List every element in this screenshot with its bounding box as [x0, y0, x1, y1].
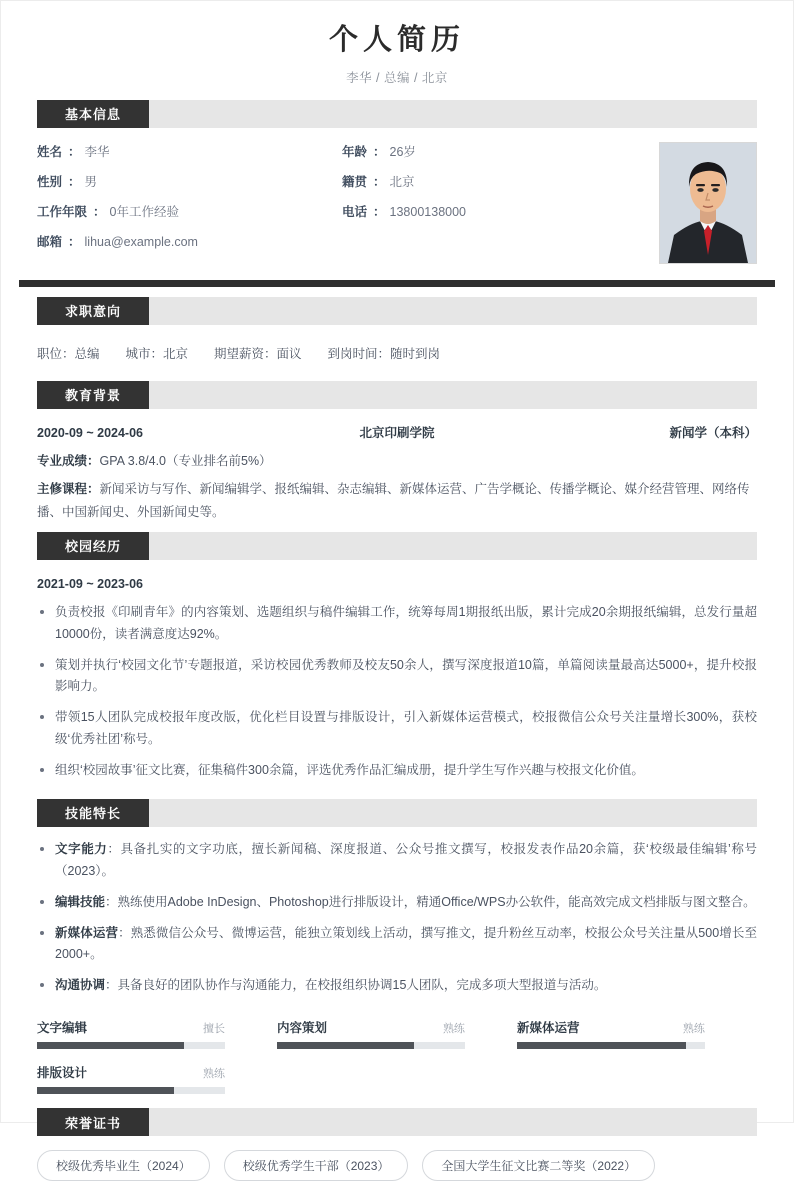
- skill-desc: ：熟悉微信公众号、微博运营，能独立策划线上活动，撰写推文，提升粉丝互动率，校报公众号关注量从500增长至2000+。: [55, 925, 757, 962]
- skill-bar-fill: [517, 1042, 686, 1049]
- info-value-email: lihua@example.com: [84, 234, 198, 249]
- campus-block: [37, 560, 757, 799]
- section-band-fill: [149, 799, 757, 827]
- page-title: 个人简历: [328, 24, 465, 56]
- education-block: [37, 409, 757, 532]
- skill-bar-fill: [277, 1042, 414, 1049]
- education-gpa-value: GPA 3.8/4.0（专业排名前5%）: [99, 453, 272, 468]
- job-intent-block: [37, 325, 757, 381]
- info-value-name: 李华: [84, 144, 110, 159]
- list-item: 组织‘校园故事’征文比赛，征集稿件300余篇，评选优秀作品汇编成册，提升学生写作兴趣与校报文化价值。: [37, 760, 757, 782]
- section-header-basic: [37, 100, 757, 128]
- info-value-age: 26岁: [389, 144, 416, 159]
- section-header-intent: [37, 297, 757, 325]
- skill-desc: ：具备良好的团队协作与沟通能力，在校报组织协调15人团队，完成多项大型报道与活动。: [105, 978, 607, 993]
- section-band-fill: [149, 532, 757, 560]
- info-value-phone: 13800138000: [389, 204, 467, 219]
- info-label-email: 邮箱: [37, 234, 63, 249]
- skill-desc: ：具备扎实的文字功底，擅长新闻稿、深度报道、公众号推文撰写，校报发表作品20余篇，获‘校级最佳编辑’称号（2023）。: [55, 841, 757, 878]
- education-courses-value: 新闻采访与写作、新闻编辑学、报纸编辑、杂志编辑、新媒体运营、广告学概论、传播学概论、媒介经营管理、网络传播、中国新闻史、外国新闻史等。: [37, 481, 750, 519]
- skill-desc: ：熟练使用Adobe InDesign、Photoshop进行排版设计，精通Office/WPS办公软件，能高效完成文档排版与图文整合。: [105, 894, 756, 909]
- skill-bar: [37, 1063, 277, 1094]
- skill-bar-header: [517, 1018, 705, 1036]
- education-courses-line: [37, 478, 757, 524]
- info-colon: ：: [68, 174, 81, 189]
- info-row: [37, 172, 342, 202]
- section-band-fill: [149, 1108, 757, 1136]
- education-courses-label: 主修课程：: [37, 481, 100, 496]
- skill-bar-track: [517, 1042, 705, 1049]
- campus-date: 2021-09 ~ 2023-06: [37, 576, 143, 591]
- skill-bar-level: 熟练: [682, 1023, 705, 1036]
- info-label-age: 年龄: [342, 144, 368, 159]
- education-major: 新闻学（本科）: [669, 425, 757, 440]
- skill-title: 沟通协调: [55, 978, 106, 993]
- info-label-gender: 性别: [37, 174, 63, 189]
- intent-salary: 期望薪资：面议: [214, 346, 302, 361]
- skill-title: 文字能力: [55, 841, 108, 856]
- skill-bar: [277, 1018, 517, 1049]
- info-value-gender: 男: [84, 174, 98, 189]
- section-tab-label: 荣誉证书: [37, 1108, 149, 1136]
- skill-bar-name: 内容策划: [276, 1021, 327, 1036]
- list-item: [37, 839, 757, 883]
- skill-bar-header: [37, 1063, 225, 1081]
- section-tab-label: 基本信息: [37, 100, 149, 128]
- skill-bar-level: 擅长: [202, 1023, 225, 1036]
- education-school: 北京印刷学院: [359, 425, 435, 440]
- section-tab-label: 技能特长: [37, 799, 149, 827]
- skill-bar-fill: [37, 1042, 184, 1049]
- basic-info-columns: [37, 142, 659, 264]
- list-item: 带领15人团队完成校报年度改版，优化栏目设置与排版设计，引入新媒体运营模式，校报微信公众号关注量增长300%，获校级‘优秀社团’称号。: [37, 707, 757, 751]
- info-label-hometown: 籍贯: [342, 174, 368, 189]
- skill-bar-level: 熟练: [202, 1068, 225, 1081]
- info-colon: ：: [373, 174, 386, 189]
- section-band-fill: [149, 100, 757, 128]
- section-header-campus: [37, 532, 757, 560]
- info-colon: ：: [68, 234, 81, 249]
- skill-title: 编辑技能: [55, 894, 106, 909]
- job-intent-row: [37, 335, 757, 373]
- skill-title: 新媒体运营: [55, 925, 119, 940]
- info-row: [37, 232, 342, 262]
- info-colon: ：: [93, 204, 106, 219]
- status-badge: 校级优秀毕业生（2024）: [37, 1150, 210, 1181]
- skill-bar: [37, 1018, 277, 1049]
- status-badge: 全国大学生征文比赛二等奖（2022）: [422, 1150, 655, 1181]
- avatar: [659, 142, 757, 264]
- skill-bar-header: [277, 1018, 465, 1036]
- intent-availability: 到岗时间：随时到岗: [327, 346, 441, 361]
- info-label-phone: 电话: [342, 204, 368, 219]
- section-header-honors: [37, 1108, 757, 1136]
- info-colon: ：: [373, 144, 386, 159]
- intent-city: 城市：北京: [125, 346, 189, 361]
- info-value-experience: 0年工作经验: [109, 204, 179, 219]
- info-label-experience: 工作年限: [37, 204, 88, 219]
- skill-bar-name: 新媒体运营: [516, 1021, 580, 1036]
- basic-info-column-left: [37, 142, 342, 264]
- education-gpa-label: 专业成绩：: [37, 453, 100, 468]
- intent-position: 职位：总编: [37, 346, 100, 361]
- skill-bar-track: [37, 1042, 225, 1049]
- list-item: 负责校报《印刷青年》的内容策划、选题组织与稿件编辑工作，统筹每周1期报纸出版，累计完成20余期报纸编辑，总发行量超10000份，读者满意度达92%。: [37, 602, 757, 646]
- status-badge: 校级优秀学生干部（2023）: [224, 1150, 409, 1181]
- portrait-photo-icon: [660, 143, 756, 263]
- document-header: [1, 1, 793, 100]
- skill-bar: [517, 1018, 757, 1049]
- info-colon: ：: [68, 144, 81, 159]
- skill-bar-track: [277, 1042, 465, 1049]
- skill-bar-track: [37, 1087, 225, 1094]
- campus-bullet-list: [37, 602, 757, 782]
- page-subtitle: 李华 / 总编 / 北京: [346, 70, 448, 85]
- section-divider: [19, 280, 775, 287]
- section-tab-label: 求职意向: [37, 297, 149, 325]
- info-value-hometown: 北京: [389, 174, 415, 189]
- education-date: 2020-09 ~ 2024-06: [37, 425, 143, 440]
- info-row: [342, 172, 647, 202]
- basic-info-block: [37, 128, 757, 272]
- skill-bar-fill: [37, 1087, 174, 1094]
- section-header-education: [37, 381, 757, 409]
- education-row: [37, 419, 757, 445]
- info-colon: ：: [373, 204, 386, 219]
- section-band-fill: [149, 381, 757, 409]
- education-gpa-line: [37, 450, 757, 473]
- list-item: [37, 892, 757, 914]
- skills-bullet-list: [37, 839, 757, 997]
- skill-bar-grid: [37, 1014, 757, 1108]
- basic-info-column-right: [342, 142, 647, 264]
- skills-block: [37, 827, 757, 1014]
- section-header-skills: [37, 799, 757, 827]
- list-item: 策划并执行‘校园文化节’专题报道，采访校园优秀教师及校友50余人，撰写深度报道10篇，单篇阅读量最高达5000+，提升校报影响力。: [37, 655, 757, 699]
- skill-bar-name: 文字编辑: [37, 1021, 88, 1036]
- info-row: [37, 202, 342, 232]
- section-band-fill: [149, 297, 757, 325]
- info-row: [37, 142, 342, 172]
- info-row: [342, 202, 647, 232]
- list-item: [37, 923, 757, 967]
- skill-bar-header: [37, 1018, 225, 1036]
- section-tab-label: 校园经历: [37, 532, 149, 560]
- section-tab-label: 教育背景: [37, 381, 149, 409]
- info-row: [342, 142, 647, 172]
- list-item: [37, 975, 757, 997]
- skill-bar-level: 熟练: [442, 1023, 465, 1036]
- honor-chip-list: [37, 1136, 757, 1191]
- info-label-name: 姓名: [37, 144, 63, 159]
- skill-bar-name: 排版设计: [37, 1066, 88, 1081]
